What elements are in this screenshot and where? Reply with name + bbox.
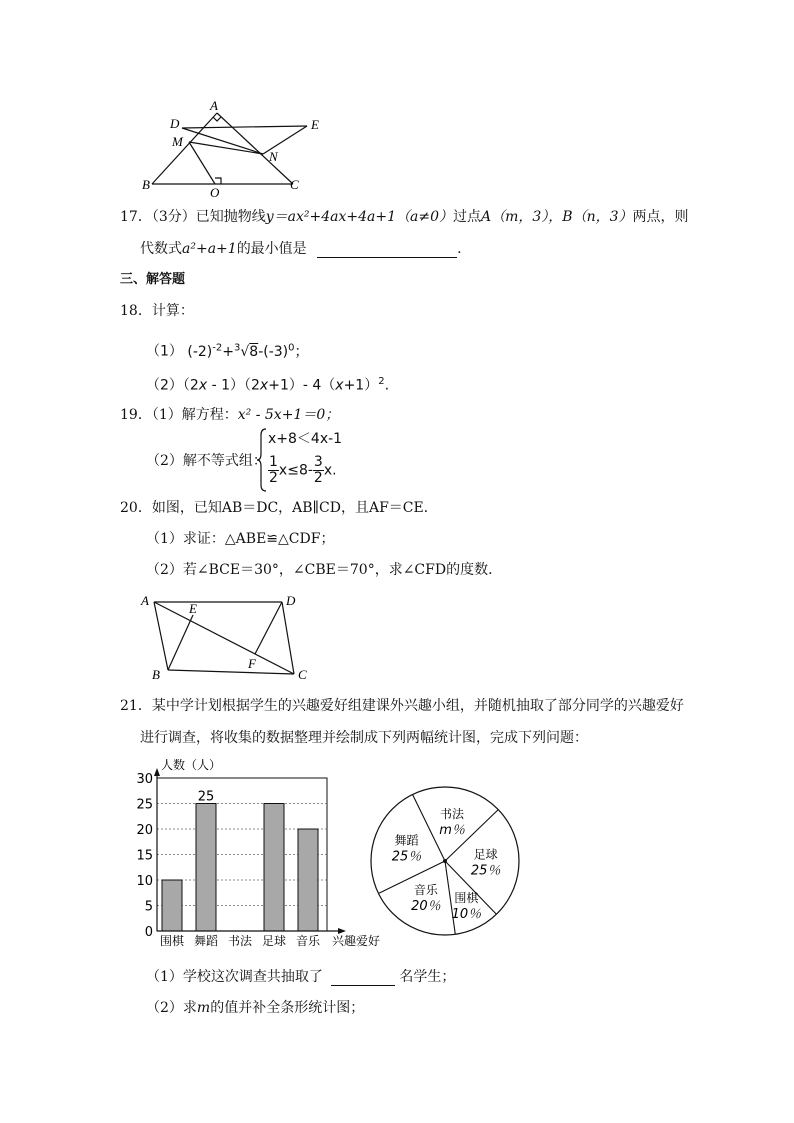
q19-end: . (332, 462, 337, 479)
q17-point-a: A（m，3）， (481, 209, 563, 225)
q18-title-text: 计算： (151, 303, 194, 319)
q19-frac1-num: 1 (269, 454, 278, 470)
q18-title (120, 302, 194, 320)
pie-slice-percent: 20％ (411, 898, 441, 914)
q18-p2-d: +1） (343, 377, 379, 394)
label-C: C (290, 177, 299, 192)
q21-part2 (146, 999, 364, 1017)
pie-slice-percent: 25％ (391, 849, 422, 865)
q17-number: 17． (120, 209, 152, 225)
label-A: A (141, 593, 149, 608)
label-C: C (298, 667, 307, 682)
pie-slice-name: 围棋 (454, 890, 479, 905)
q21-answer-blank[interactable] (331, 971, 395, 986)
q17-text-c: 两点，则 (632, 209, 689, 225)
q18-part2 (146, 373, 389, 395)
q21-part1-text: （1）学校这次调查共抽取了 (146, 969, 323, 985)
q19-frac1-den: 2 (269, 470, 278, 486)
q19-number: 19． (120, 407, 152, 423)
q19-part2-label: （2）解不等式组： (146, 453, 267, 469)
pie-slice-name: 书法 (440, 806, 465, 821)
bar-音乐 (298, 829, 318, 931)
q18-part2-label: （2） (146, 377, 183, 394)
q19-ineq2-x: x (323, 462, 333, 479)
label-A: A (210, 98, 218, 113)
y-tick-label: 0 (144, 925, 153, 940)
q19-brace (256, 427, 268, 493)
geometry-figure-q16 (130, 96, 340, 200)
q19-part1-label: （1）解方程： (151, 407, 238, 423)
q19-inequality-2 (268, 455, 337, 486)
q18-p2-x3: x (335, 377, 344, 394)
label-B: B (142, 177, 150, 192)
label-F: F (248, 656, 256, 671)
q18-p2-c: +1）- 4（ (268, 377, 336, 394)
label-E: E (311, 117, 319, 132)
q18-p2-e: . (384, 377, 390, 394)
pie-slice-name: 舞蹈 (394, 833, 419, 848)
section-heading: 三、解答题 (120, 272, 186, 287)
q17-text-b: 过点 (453, 209, 481, 225)
q18-part1-expression: $(-2)^{-2}+^3√8-(-3)^0$； (187, 342, 309, 360)
q17-end: . (457, 241, 462, 257)
y-tick-label: 10 (136, 874, 153, 889)
y-axis-label: 人数（人） (161, 758, 222, 772)
label-D: D (170, 116, 180, 131)
q17-answer-blank[interactable] (317, 243, 457, 258)
q19-frac2-num: 3 (313, 454, 323, 470)
q21-part1 (146, 968, 455, 986)
pie-slice-percent: 25％ (470, 863, 501, 879)
q18-part1-label: （1） (146, 343, 183, 360)
q21-line1 (120, 697, 684, 715)
bar-chart (130, 752, 386, 952)
q19-part1 (120, 406, 339, 424)
q17-expression: a²+a+1 (182, 241, 237, 257)
x-tick-label: 围棋 (159, 934, 185, 948)
y-tick-label: 15 (136, 848, 153, 864)
pie-slice-name: 足球 (473, 847, 498, 862)
bar-舞蹈 (196, 804, 216, 932)
pie-chart (366, 782, 526, 942)
q20-text (120, 499, 438, 517)
q19-inequality-1: x+8＜4x-1 (268, 431, 343, 447)
q21-part2-m: m (196, 1000, 211, 1016)
pie-center (443, 859, 447, 863)
q17-score: （3分） (151, 209, 196, 225)
q19-ineq2-mid: x≤8- (278, 462, 313, 479)
y-tick-label: 5 (144, 899, 153, 915)
q18-p2-exp: 2 (378, 376, 385, 387)
pie-slice-percent: 10％ (451, 906, 482, 922)
q21-part2-text-b: 的值并补全条形统计图； (210, 1000, 365, 1016)
pie-slice-name: 音乐 (413, 882, 438, 897)
q21-part1-text-b: 名学生； (399, 969, 456, 985)
x-axis-label: 兴趣爱好 (332, 934, 381, 948)
q17-equation: y＝ax²+4ax+4a+1（a≠0） (265, 209, 453, 225)
q18-p2-a: （2 (182, 377, 199, 394)
label-B: B (152, 667, 160, 682)
q17-text-d: 代数式 (140, 241, 182, 257)
q17-text-e: 的最小值是 (236, 241, 307, 257)
q18-p2-x1: x (198, 377, 208, 394)
q18-p2-b: - 1）（2 (207, 377, 260, 394)
q21-number: 21． (120, 698, 152, 714)
x-tick-label: 舞蹈 (193, 934, 219, 948)
q21-line2: 进行调查，将收集的数据整理并绘制成下列两幅统计图，完成下列问题： (140, 730, 588, 746)
label-N: N (269, 149, 278, 164)
q17-text-a: 已知抛物线 (195, 209, 266, 225)
q17-point-b: B（n，3） (562, 209, 633, 225)
q19-part1-expression: x² - 5x+1＝0； (237, 407, 340, 423)
x-tick-label: 书法 (227, 934, 253, 948)
x-tick-label: 足球 (261, 934, 287, 948)
y-tick-label: 25 (136, 797, 153, 813)
x-tick-label: 音乐 (295, 934, 321, 948)
q20-part2: （2）若∠BCE＝30°，∠CBE＝70°，求∠CFD的度数． (146, 562, 503, 578)
q18-number: 18． (120, 303, 152, 319)
q21-part2-text: （2）求 (146, 1000, 197, 1016)
label-E: E (189, 601, 197, 616)
bar-围棋 (162, 880, 182, 931)
q18-p2-x2: x (259, 377, 269, 394)
data-label: 25 (197, 789, 215, 805)
label-M: M (172, 134, 183, 149)
q19-frac2-den: 2 (313, 470, 323, 486)
y-tick-label: 20 (136, 823, 153, 838)
label-D: D (286, 593, 296, 608)
bar-足球 (264, 804, 284, 932)
q17-line1 (120, 208, 689, 226)
label-O: O (210, 185, 220, 200)
q17-line2 (140, 240, 462, 258)
q20-statement: 如图，已知AB＝DC，AB∥CD，且AF＝CE． (151, 500, 438, 516)
y-tick-label: 30 (136, 772, 153, 787)
y-axis-arrow (154, 768, 160, 776)
pie-slice-percent: m％ (439, 822, 465, 838)
q21-statement-1: 某中学计划根据学生的兴趣爱好组建课外兴趣小组，并随机抽取了部分同学的兴趣爱好 (151, 698, 684, 714)
q20-part1: （1）求证：△ABE≌△CDF； (146, 531, 335, 547)
geometry-figure-q20 (138, 590, 318, 682)
q18-part1 (146, 339, 309, 361)
q20-number: 20． (120, 500, 152, 516)
